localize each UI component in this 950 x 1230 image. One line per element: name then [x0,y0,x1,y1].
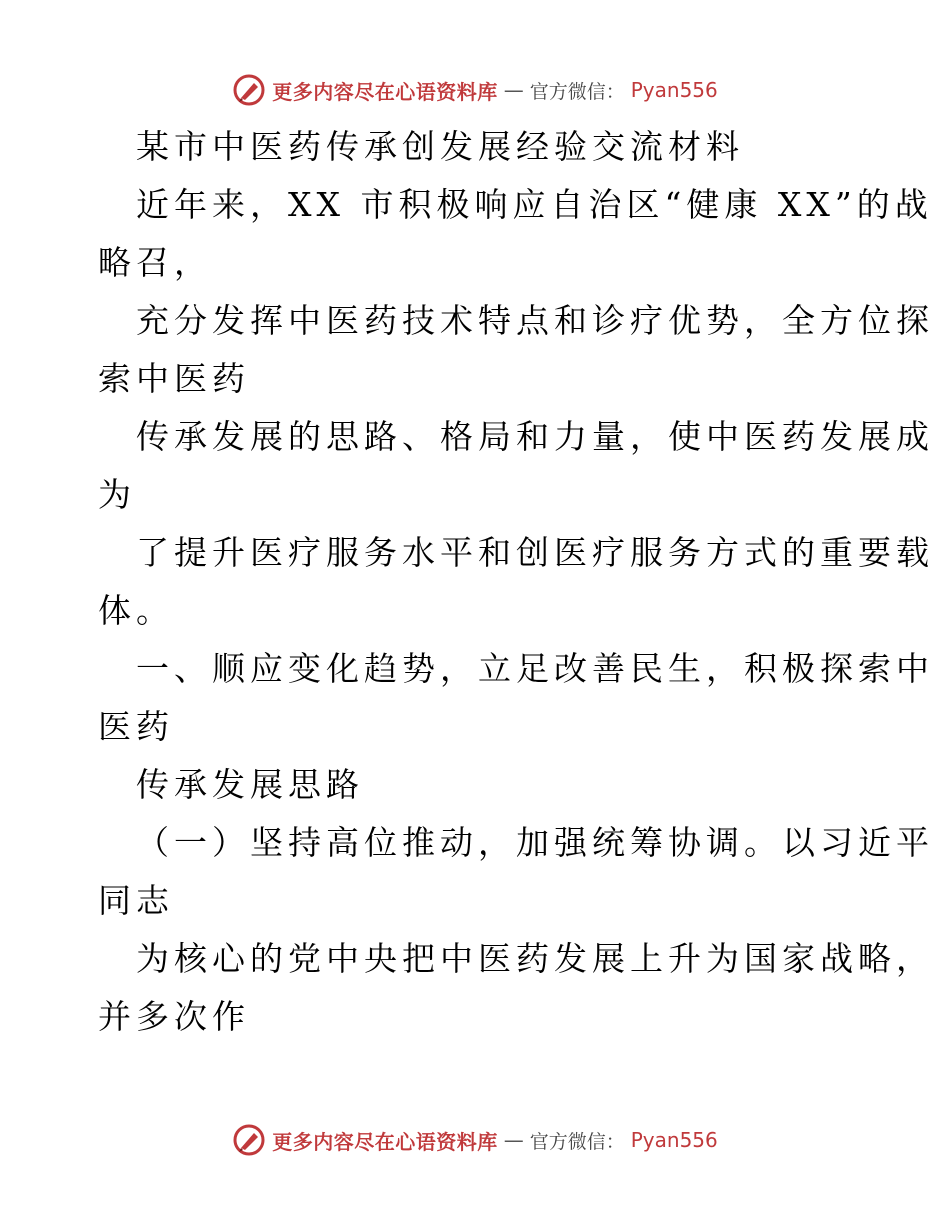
document-body [98,118,934,1046]
text-line: 略召， [98,243,212,282]
footer-banner [0,1120,950,1160]
text-line: 充分发挥中医药技术特点和诊疗优势，全方位探 [136,301,934,340]
header-banner [0,70,950,110]
section-heading: 一、顺应变化趋势，立足改善民生，积极探索中 [136,649,934,688]
banner-wechat-id: Pyan556 [630,1128,718,1152]
pen-logo-icon [232,73,266,107]
text-line: 了提升医疗服务水平和创医疗服务方式的重要载 [136,533,934,572]
text-line: 为 [98,475,136,514]
text-line: 同志 [98,881,174,920]
banner-dash: — [503,78,524,102]
banner-wechat-label: 官方微信： [529,1130,625,1153]
text-line: 并多次作 [98,997,250,1036]
text-line: 传承发展的思路、格局和力量，使中医药发展成 [136,417,934,456]
banner-text: 更多内容尽在心语资料库 [272,79,498,104]
banner-dash: — [503,1128,524,1152]
text-line: 体。 [98,591,174,630]
subsection-heading: （一）坚持高位推动，加强统筹协调。以习近平 [136,823,934,862]
banner-text: 更多内容尽在心语资料库 [272,1129,498,1154]
text-line: 为核心的党中央把中医药发展上升为国家战略， [136,939,934,978]
banner-wechat-label: 官方微信： [529,80,625,103]
banner-wechat-id: Pyan556 [630,78,718,102]
text-line: 近年来，XX 市积极响应自治区“健康 XX”的战 [136,185,933,224]
text-line: 索中医药 [98,359,250,398]
section-heading-continued: 传承发展思路 [136,765,364,804]
document-title: 某市中医药传承创发展经验交流材料 [136,127,744,166]
pen-logo-icon [232,1123,266,1157]
section-heading-continued: 医药 [98,707,174,746]
